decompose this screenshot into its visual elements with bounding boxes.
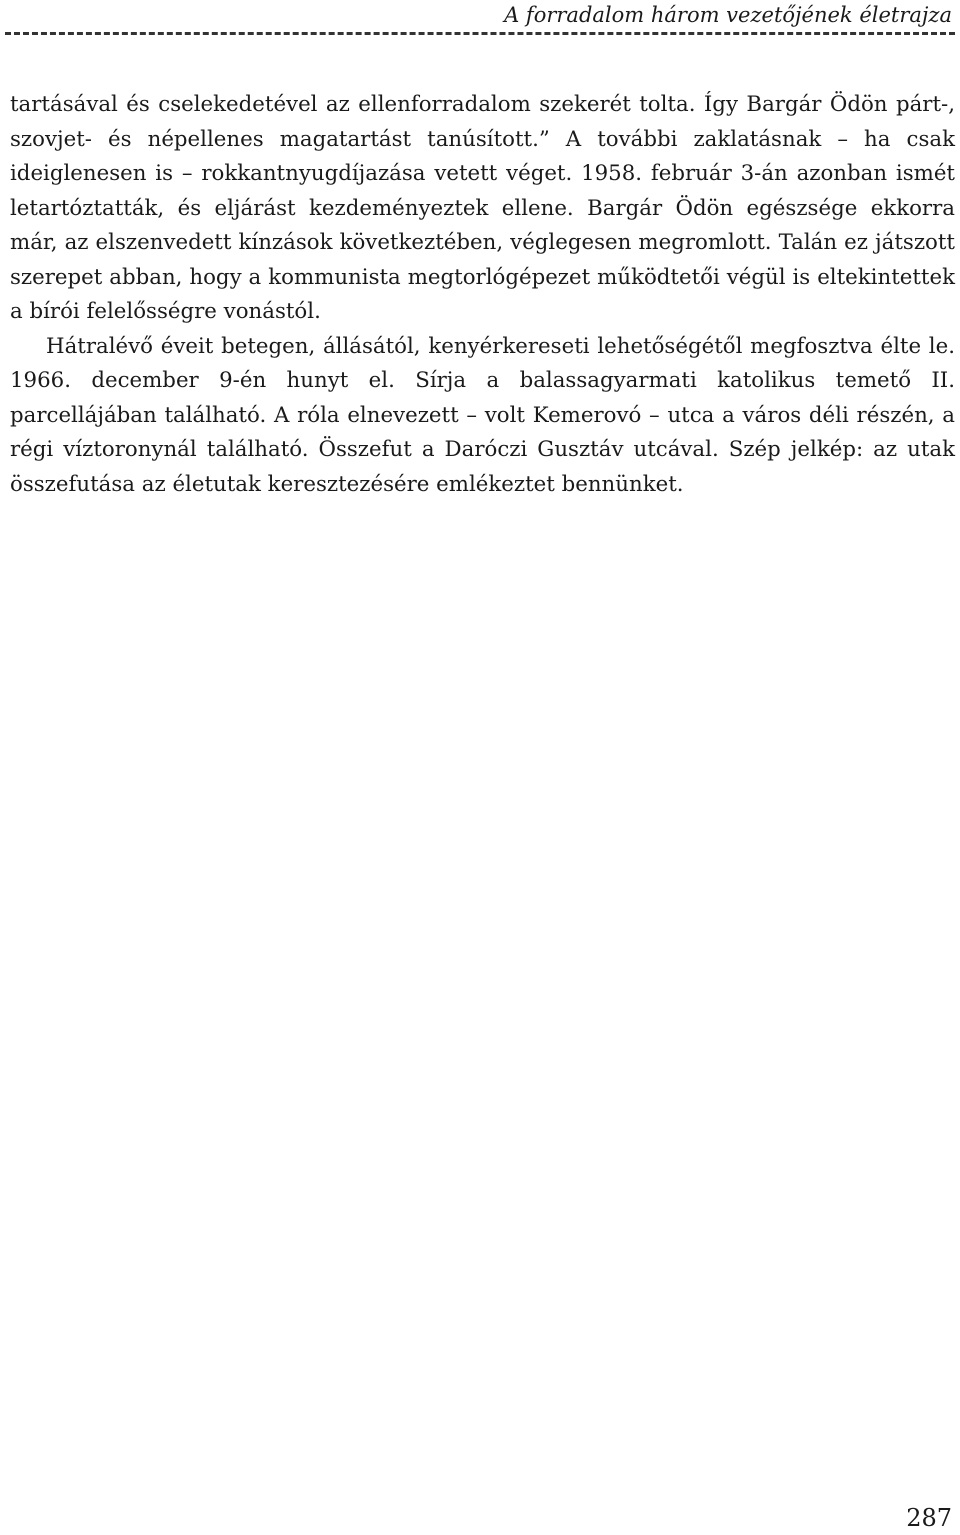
running-header: [0, 0, 960, 40]
body-text: [10, 88, 955, 502]
page-number: 287: [906, 1504, 952, 1532]
running-title: A forradalom három vezetőjének életrajza: [504, 3, 952, 27]
paragraph-2: Hátralévő éveit betegen, állásától, kenyérkereseti lehetőségétől megfosztva élte le. 1966. december 9-én hunyt el. Sírja a balassagyarmati katolikus temető II. parcellájában található. A róla elnevezett – volt Kemerovó – utca a város déli részén, a régi víztoronynál található. Összefut a Daróczi Gusztáv utcával. Szép jelkép: az utak összefutása az életutak keresztezésére emlékeztet bennünket.: [10, 333, 955, 497]
header-dashed-rule: [5, 32, 955, 35]
paragraph-1: tartásával és cselekedetével az ellenforradalom szekerét tolta. Így Bargár Ödön párt-, szovjet- és népellenes magatartást tanúsított.” A további zaklatásnak – ha csak ideiglenesen is – rokkantnyugdíjazása vetett véget. 1958. február 3-án azonban ismét letartóztatták, és eljárást kezdeményeztek ellene. Bargár Ödön egészsége ekkorra már, az elszenvedett kínzások következtében, véglegesen megromlott. Talán ez játszott szerepet abban, hogy a kommunista megtorlógépezet működtetői végül is eltekintettek a bírói felelősségre vonástól.: [10, 92, 955, 324]
